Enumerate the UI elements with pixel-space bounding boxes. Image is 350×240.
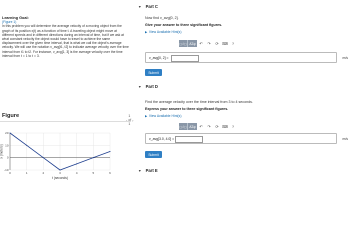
y-tick-label: -10 [4, 168, 9, 172]
redo-icon[interactable]: ↷ [207, 124, 211, 129]
data-point [10, 133, 11, 134]
y-axis-label: (meters) [0, 144, 4, 157]
keyboard-icon[interactable]: ⌨ [222, 41, 228, 46]
part-d-prompt: Find the average velocity over the time interval from 3 to 4 seconds. [145, 100, 253, 104]
part-d-header[interactable] [138, 84, 158, 89]
undo-icon[interactable]: ↶ [199, 124, 203, 129]
symbols-button[interactable]: ΑΣφ [189, 41, 196, 46]
part-c-instruction: Give your answer to three significant figures. [145, 23, 223, 27]
part-c-submit-button[interactable]: Submit [145, 69, 162, 76]
part-c-hint-label: View Available Hint(s) [148, 30, 182, 34]
data-point [76, 163, 77, 164]
redo-icon[interactable]: ↷ [207, 41, 211, 46]
part-d-answer-area [145, 133, 348, 144]
collapse-caret-icon: ▼ [138, 4, 142, 9]
part-c-hint-link[interactable] [145, 30, 181, 34]
part-c-toolbar [179, 40, 237, 47]
x-tick-label: 3 [59, 171, 61, 175]
part-c-header[interactable] [138, 4, 158, 9]
collapse-caret-icon: ▼ [138, 168, 142, 173]
divider [0, 121, 131, 122]
help-icon[interactable]: ? [231, 124, 235, 129]
data-point [43, 157, 44, 158]
part-d-hint-label: View Available Hint(s) [148, 114, 182, 118]
part-d-title: Part D [145, 84, 158, 89]
templates-button[interactable]: ▢√▢ [179, 124, 187, 129]
position-time-chart [0, 130, 131, 182]
previous-arrow-icon[interactable]: ‹ [126, 117, 128, 123]
reset-icon[interactable]: ⟳ [215, 124, 219, 129]
y-tick-label: 10 [5, 143, 9, 148]
x-tick-label: 1 [25, 171, 28, 175]
figure-heading: Figure [2, 113, 20, 119]
figure-link[interactable]: (Figure 1) [2, 20, 17, 25]
symbols-button[interactable]: ΑΣφ [189, 124, 196, 129]
reset-icon[interactable]: ⟳ [215, 41, 219, 46]
data-point [110, 151, 111, 152]
part-d-toolbar [179, 123, 237, 130]
part-c-answer-area [145, 52, 348, 63]
right-panel [131, 0, 350, 182]
part-d-hint-link[interactable] [145, 114, 181, 118]
keyboard-icon[interactable]: ⌨ [222, 124, 228, 129]
part-e-header[interactable] [138, 168, 158, 173]
templates-button[interactable]: ▢√▢ [179, 41, 187, 46]
data-point [26, 145, 27, 146]
y-tick-label: 20 [5, 131, 9, 135]
figure-pager-text: 1 of 1 [128, 114, 132, 126]
part-c-title: Part C [145, 4, 158, 9]
math-button-group [179, 40, 197, 47]
part-e-title: Part E [145, 168, 158, 173]
data-point [60, 170, 61, 171]
part-c-unit: m/s [342, 56, 348, 61]
y-tick-label: 0 [6, 155, 9, 160]
math-button-group [179, 123, 197, 130]
learning-goal [2, 16, 129, 58]
x-tick-label: 2 [42, 171, 45, 175]
triangle-right-icon: ▶ [145, 30, 148, 34]
undo-icon[interactable]: ↶ [199, 41, 203, 46]
part-d-answer-input[interactable] [175, 136, 203, 143]
triangle-right-icon: ▶ [145, 114, 148, 118]
collapse-caret-icon: ▼ [138, 84, 142, 89]
help-icon[interactable]: ? [231, 41, 235, 46]
x-tick-label: 0 [9, 171, 11, 175]
part-d-answer-label: v_avg[3.0, 4.0] = [149, 137, 175, 142]
x-tick-label: 6 [109, 171, 111, 175]
part-c-answer-label: v_avg[0, 2] = [149, 56, 169, 61]
data-point [93, 157, 94, 158]
part-c-answer-input[interactable] [171, 55, 199, 62]
x-tick-label: 4 [75, 171, 78, 175]
part-d-unit: m/s [342, 137, 348, 142]
x-axis-label: t (seconds) [52, 176, 68, 180]
next-arrow-icon[interactable]: › [132, 117, 134, 123]
part-c-prompt: Now find v_avg[0, 2]. [145, 16, 179, 20]
learning-goal-text: In this problem you will determine the average velocity of a moving object from the graph of its position x(t) as a function of time t. A traveling object might move at different speeds and in different directions during an interval of time, but if we ask at what constant velocity the object would have to travel to achieve the same displacement over the given time interval, that is what we call the object's average velocity. We will use the notation v_avg[t1, t2] to indicate average velocity over the time interval from t1 to t2. For instance, v_avg[1, 3] is the average velocity over the time interval from t = 1 to t = 3. [2, 24, 129, 58]
part-d-instruction: Express your answer to three significant figures. [145, 107, 229, 111]
part-d-submit-button[interactable]: Submit [145, 151, 162, 158]
x-tick-label: 5 [92, 171, 95, 175]
learning-goal-title: Learning Goal: [2, 16, 29, 20]
left-panel [0, 0, 134, 182]
